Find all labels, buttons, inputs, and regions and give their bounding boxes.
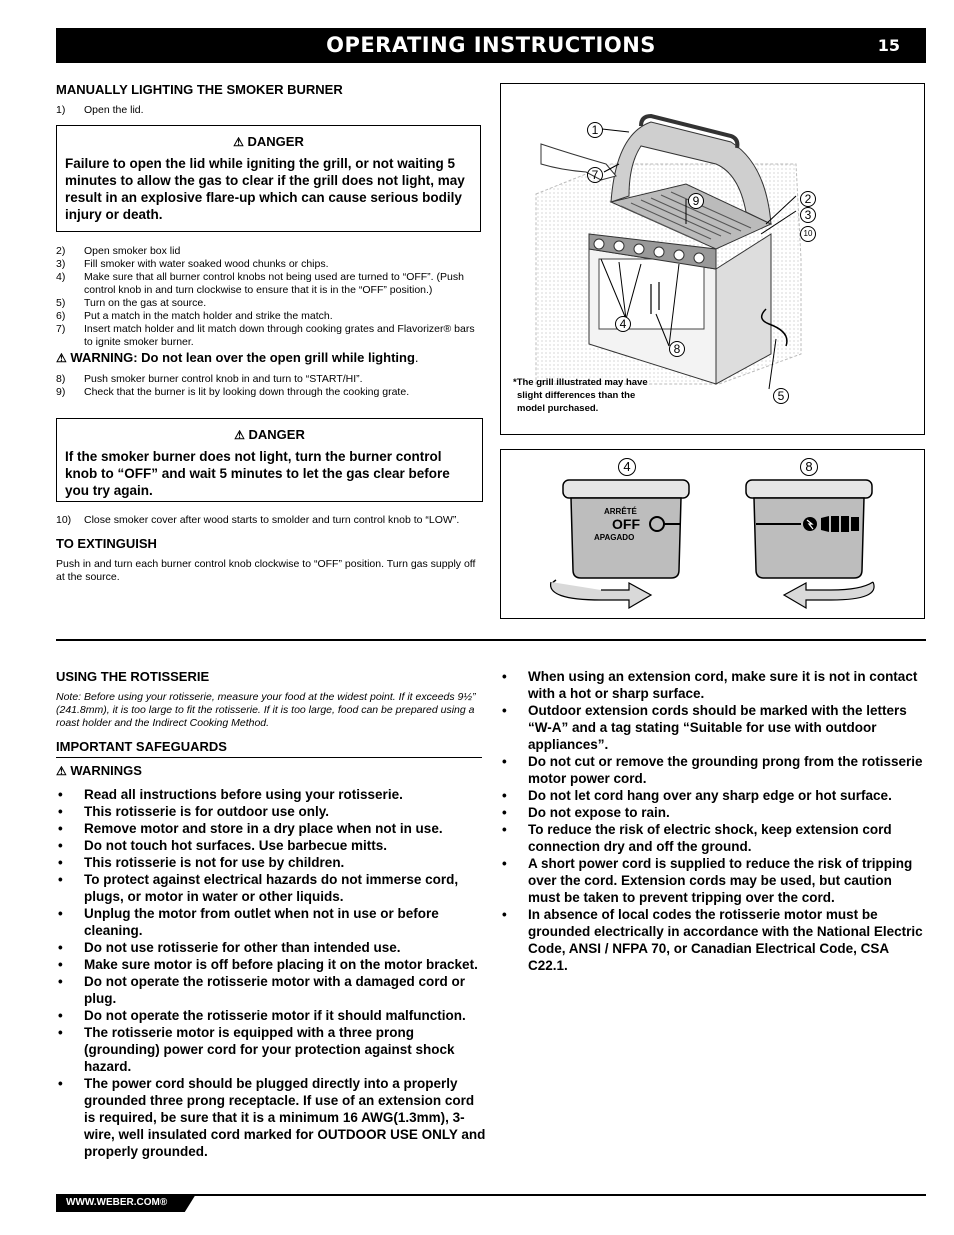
step-item: 10) Close smoker cover after wood starts to smolder and turn control knob to “LOW”. [56,514,460,526]
safeguard-item: • When using an extension cord, make sure it is not in contact with a hot or sharp surface. [500,668,926,702]
safeguard-item: • Do not touch hot surfaces. Use barbecue mitts. [56,837,486,854]
step-list-1 [56,104,476,117]
safeguard-item: • Do not cut or remove the grounding prong from the rotisserie motor power cord. [500,753,926,787]
callout-10: 10 [800,223,816,242]
safeguards-heading: IMPORTANT SAFEGUARDS [56,739,227,754]
knob-callout-4: 4 [618,458,636,476]
lean-warning: ⚠ WARNING: Do not lean over the open grill while lighting. [56,350,419,365]
safeguard-item: • To protect against electrical hazards do not immerse cord, plugs, or motor in water or other liquids. [56,871,486,905]
rotisserie-note: Note: Before using your rotisserie, measure your food at the widest point. If it exceeds 9½” (241.8mm), it is too large to fit the rotisserie. If it is too large, food can be prepared using a roast holder and the Indirect Cooking Method. [56,691,476,729]
safeguards-list-right [500,668,926,974]
step-item: 8) Push smoker burner control knob in and turn to “START/HI”. [56,373,363,385]
step-item: 7) Insert match holder and lit match down through cooking grates and Flavorizer® bars to ignite smoker burner. [56,323,475,348]
danger-text-1: Failure to open the lid while igniting the grill, or not waiting 5 minutes to allow the gas to clear if the grill does not light, may result in an explosive flare-up which can cause serious bodily injury or death. [65,156,465,222]
step-item: 4) Make sure that all burner control knobs not being used are turned to “OFF”. (Push control knob in and turn clockwise to ensure that it is in the “OFF” position.) [56,271,464,296]
safeguard-item: • A short power cord is supplied to reduce the risk of tripping over the cord. Extension cords may be used, but caution must be taken to prevent tripping over the cord. [500,855,926,906]
warning-triangle-icon: ⚠ [233,135,244,149]
safeguard-item: • Do not expose to rain. [500,804,926,821]
figure-note: *The grill illustrated may have slight differences than the model purchased. [513,377,648,414]
knob-illustration [501,450,924,618]
safeguard-item: • Make sure motor is off before placing it on the motor bracket. [56,956,486,973]
page-title: OPERATING INSTRUCTIONS [326,33,656,57]
step-list-2 [56,245,481,349]
knob-label-off: OFF [612,516,640,532]
knob-label-arrete: ARRÊTÉ [604,507,637,516]
warning-triangle-icon: ⚠ [56,351,67,365]
page-header [56,28,926,63]
safeguard-item: • This rotisserie is not for use by children. [56,854,486,871]
knob-label-apagado: APAGADO [594,533,635,542]
step-list-4 [56,514,486,527]
safeguard-item: • Remove motor and store in a dry place when not in use. [56,820,486,837]
warning-triangle-icon: ⚠ [56,764,67,778]
page-number: 15 [877,36,900,55]
callout-2: 2 [800,190,816,208]
knob-callout-8: 8 [800,458,818,476]
footer-url: WWW.WEBER.COM® [66,1197,168,1208]
callout-1: 1 [587,121,603,139]
callout-7: 7 [587,166,603,184]
grill-figure [500,83,925,435]
safeguard-item: • This rotisserie is for outdoor use only. [56,803,486,820]
callout-3: 3 [800,206,816,224]
step-item: 2) Open smoker box lid [56,245,181,257]
callout-5: 5 [773,387,789,405]
step-item: 5) Turn on the gas at source. [56,297,207,309]
safeguard-item: • The power cord should be plugged directly into a properly grounded three prong receptacle. If use of an extension cord is required, be sure that it is a minimum 16 AWG(1.3mm), 3-wire, well insulated cord marked for OUTDOOR USE ONLY and properly grounded. [56,1075,486,1160]
step-item: 3) Fill smoker with water soaked wood chunks or chips. [56,258,329,270]
step-item: 1) Open the lid. [56,104,144,116]
safeguard-item: • Do not operate the rotisserie motor if it should malfunction. [56,1007,486,1024]
rotisserie-heading: USING THE ROTISSERIE [56,669,210,684]
extinguish-heading: TO EXTINGUISH [56,536,157,551]
safeguard-item: • Outdoor extension cords should be marked with the letters “W-A” and a tag stating “Suitable for use with outdoor appliances”. [500,702,926,753]
callout-8: 8 [669,340,685,358]
safeguard-item: • In absence of local codes the rotisserie motor must be grounded electrically in accordance with the National Electric Code, ANSI / NFPA 70, or Canadian Electrical Code, CSA C22.1. [500,906,926,974]
warnings-label: ⚠ WARNINGS [56,763,142,778]
extinguish-text: Push in and turn each burner control knob clockwise to “OFF” position. Turn gas supply off at the source. [56,558,476,583]
safeguard-item: • Read all instructions before using your rotisserie. [56,786,486,803]
safeguard-item: • Do not use rotisserie for other than intended use. [56,939,486,956]
safeguard-item: • Do not operate the rotisserie motor with a damaged cord or plug. [56,973,486,1007]
safeguard-item: • The rotisserie motor is equipped with a three prong (grounding) power cord for your protection against shock hazard. [56,1024,486,1075]
danger-box-1: ⚠ DANGER Failure to open the lid while igniting the grill, or not waiting 5 minutes to allow the gas to clear if the grill does not light, may result in an explosive flare-up which can cause serious bodily injury or death. [56,125,481,232]
safeguards-rule [56,757,482,758]
step-item: 6) Put a match in the match holder and strike the match. [56,310,333,322]
knob-figure [500,449,925,619]
safeguard-item: • To reduce the risk of electric shock, keep extension cord connection dry and off the ground. [500,821,926,855]
step-list-3 [56,373,481,399]
callout-9: 9 [688,192,704,210]
smoker-heading: MANUALLY LIGHTING THE SMOKER BURNER [56,82,343,97]
danger-box-2: ⚠ DANGER If the smoker burner does not light, turn the burner control knob to “OFF” and wait 5 minutes to let the gas clear before you try again. [56,418,483,502]
section-divider [56,639,926,641]
safeguard-item: • Unplug the motor from outlet when not in use or before cleaning. [56,905,486,939]
page-footer [56,1194,926,1212]
step-item: 9) Check that the burner is lit by looking down through the cooking grate. [56,386,410,398]
danger-text-2: If the smoker burner does not light, turn the burner control knob to “OFF” and wait 5 minutes to let the gas clear before you try again. [65,449,450,498]
callout-4: 4 [615,315,631,333]
safeguards-list-left [56,786,486,1160]
warning-triangle-icon: ⚠ [234,428,245,442]
safeguard-item: • Do not let cord hang over any sharp edge or hot surface. [500,787,926,804]
